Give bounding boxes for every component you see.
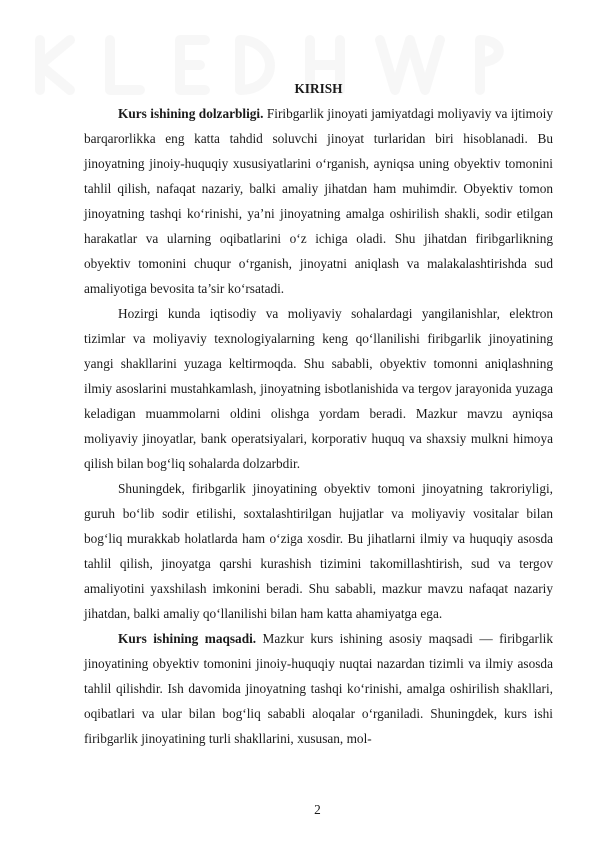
paragraph-relevance	[84, 101, 553, 301]
paragraph-text: Shuningdek, firibgarlik jinoyatining obyektiv tomoni jinoyatning takroriyligi, guruh bo‘lib sodir etilishi, soxtalashtirilgan hujjatlar va moliyaviy vositalar bilan bog‘liq murakkab holatlarda ham o‘ziga xosdir. Bu jihatlarni ilmiy va huquqiy asosda tahlil qilish, jinoyatga qarshi kurashish tizimini takomillashtirish, sud va tergov amaliyotini yaxshilash imkonini beradi. Shu sababli, mazkur mavzu nafaqat nazariy jihatdan, balki amaliy qo‘llanilishi bilan ham katta ahamiyatga ega.	[84, 481, 553, 621]
paragraph-lead: Kurs ishining maqsadi.	[118, 631, 257, 646]
paragraph-lead: Kurs ishining dolzarbligi.	[118, 106, 264, 121]
document-body	[84, 76, 553, 751]
paragraph-modern-context	[84, 301, 553, 476]
paragraph-additional	[84, 476, 553, 626]
paragraph-text: Mazkur kurs ishining asosiy maqsadi — firibgarlik jinoyatining obyektiv tomonini jinoiy-huquqiy nuqtai nazardan tizimli va ilmiy asosda tahlil qilishdir. Ish davomida jinoyatning tashqi ko‘rinishi, amalga oshirilish shakllari, oqibatlari va ular bilan bog‘liq sababli aloqalar o‘rganiladi. Shuningdek, kurs ishi firibgarlik jinoyatining turli shakllarini, xususan, mol-	[84, 631, 553, 746]
paragraph-text: Hozirgi kunda iqtisodiy va moliyaviy sohalardagi yangilanishlar, elektron tizimlar va moliyaviy texnologiyalarning keng qo‘llanilishi firibgarlik jinoyatining yangi shakllarini yuzaga keltirmoqda. Shu sababli, obyektiv tomonni aniqlashning ilmiy asoslarini mustahkamlash, jinoyatning isbotlanishida va tergov jarayonida yuzaga keladigan muammolarni oldini olishga yordam beradi. Mazkur mavzu ayniqsa moliyaviy jinoyatlar, bank operatsiyalari, korporativ huquq va shaxsiy mulkni himoya qilish bilan bog‘liq sohalarda dolzarbdir.	[84, 306, 553, 471]
page-number: 2	[314, 802, 321, 817]
page-title: KIRISH	[294, 81, 343, 96]
paragraph-goal	[84, 626, 553, 751]
paragraph-text: Firibgarlik jinoyati jamiyatdagi moliyaviy va ijtimoiy barqarorlikka eng katta tahdid soluvchi jinoyat turlaridan biri hisoblanadi. Bu jinoyatning jinoiy-huquqiy xususiyatlarini o‘rganish, ayniqsa uning obyektiv tomonini tahlil qilish, nafaqat nazariy, balki amaliy jihatdan ham muhimdir. Obyektiv tomon jinoyatning tashqi ko‘rinishi, ya’ni jinoyatning amalga oshirilish shakli, sodir etilgan harakatlar va ularning oqibatlarini o‘z ichiga oladi. Shu jihatdan firibgarlikning obyektiv tomonini chuqur o‘rganish, jinoyatni aniqlash va malakalashtirishda sud amaliyotiga bevosita ta’sir ko‘rsatadi.	[84, 106, 553, 296]
